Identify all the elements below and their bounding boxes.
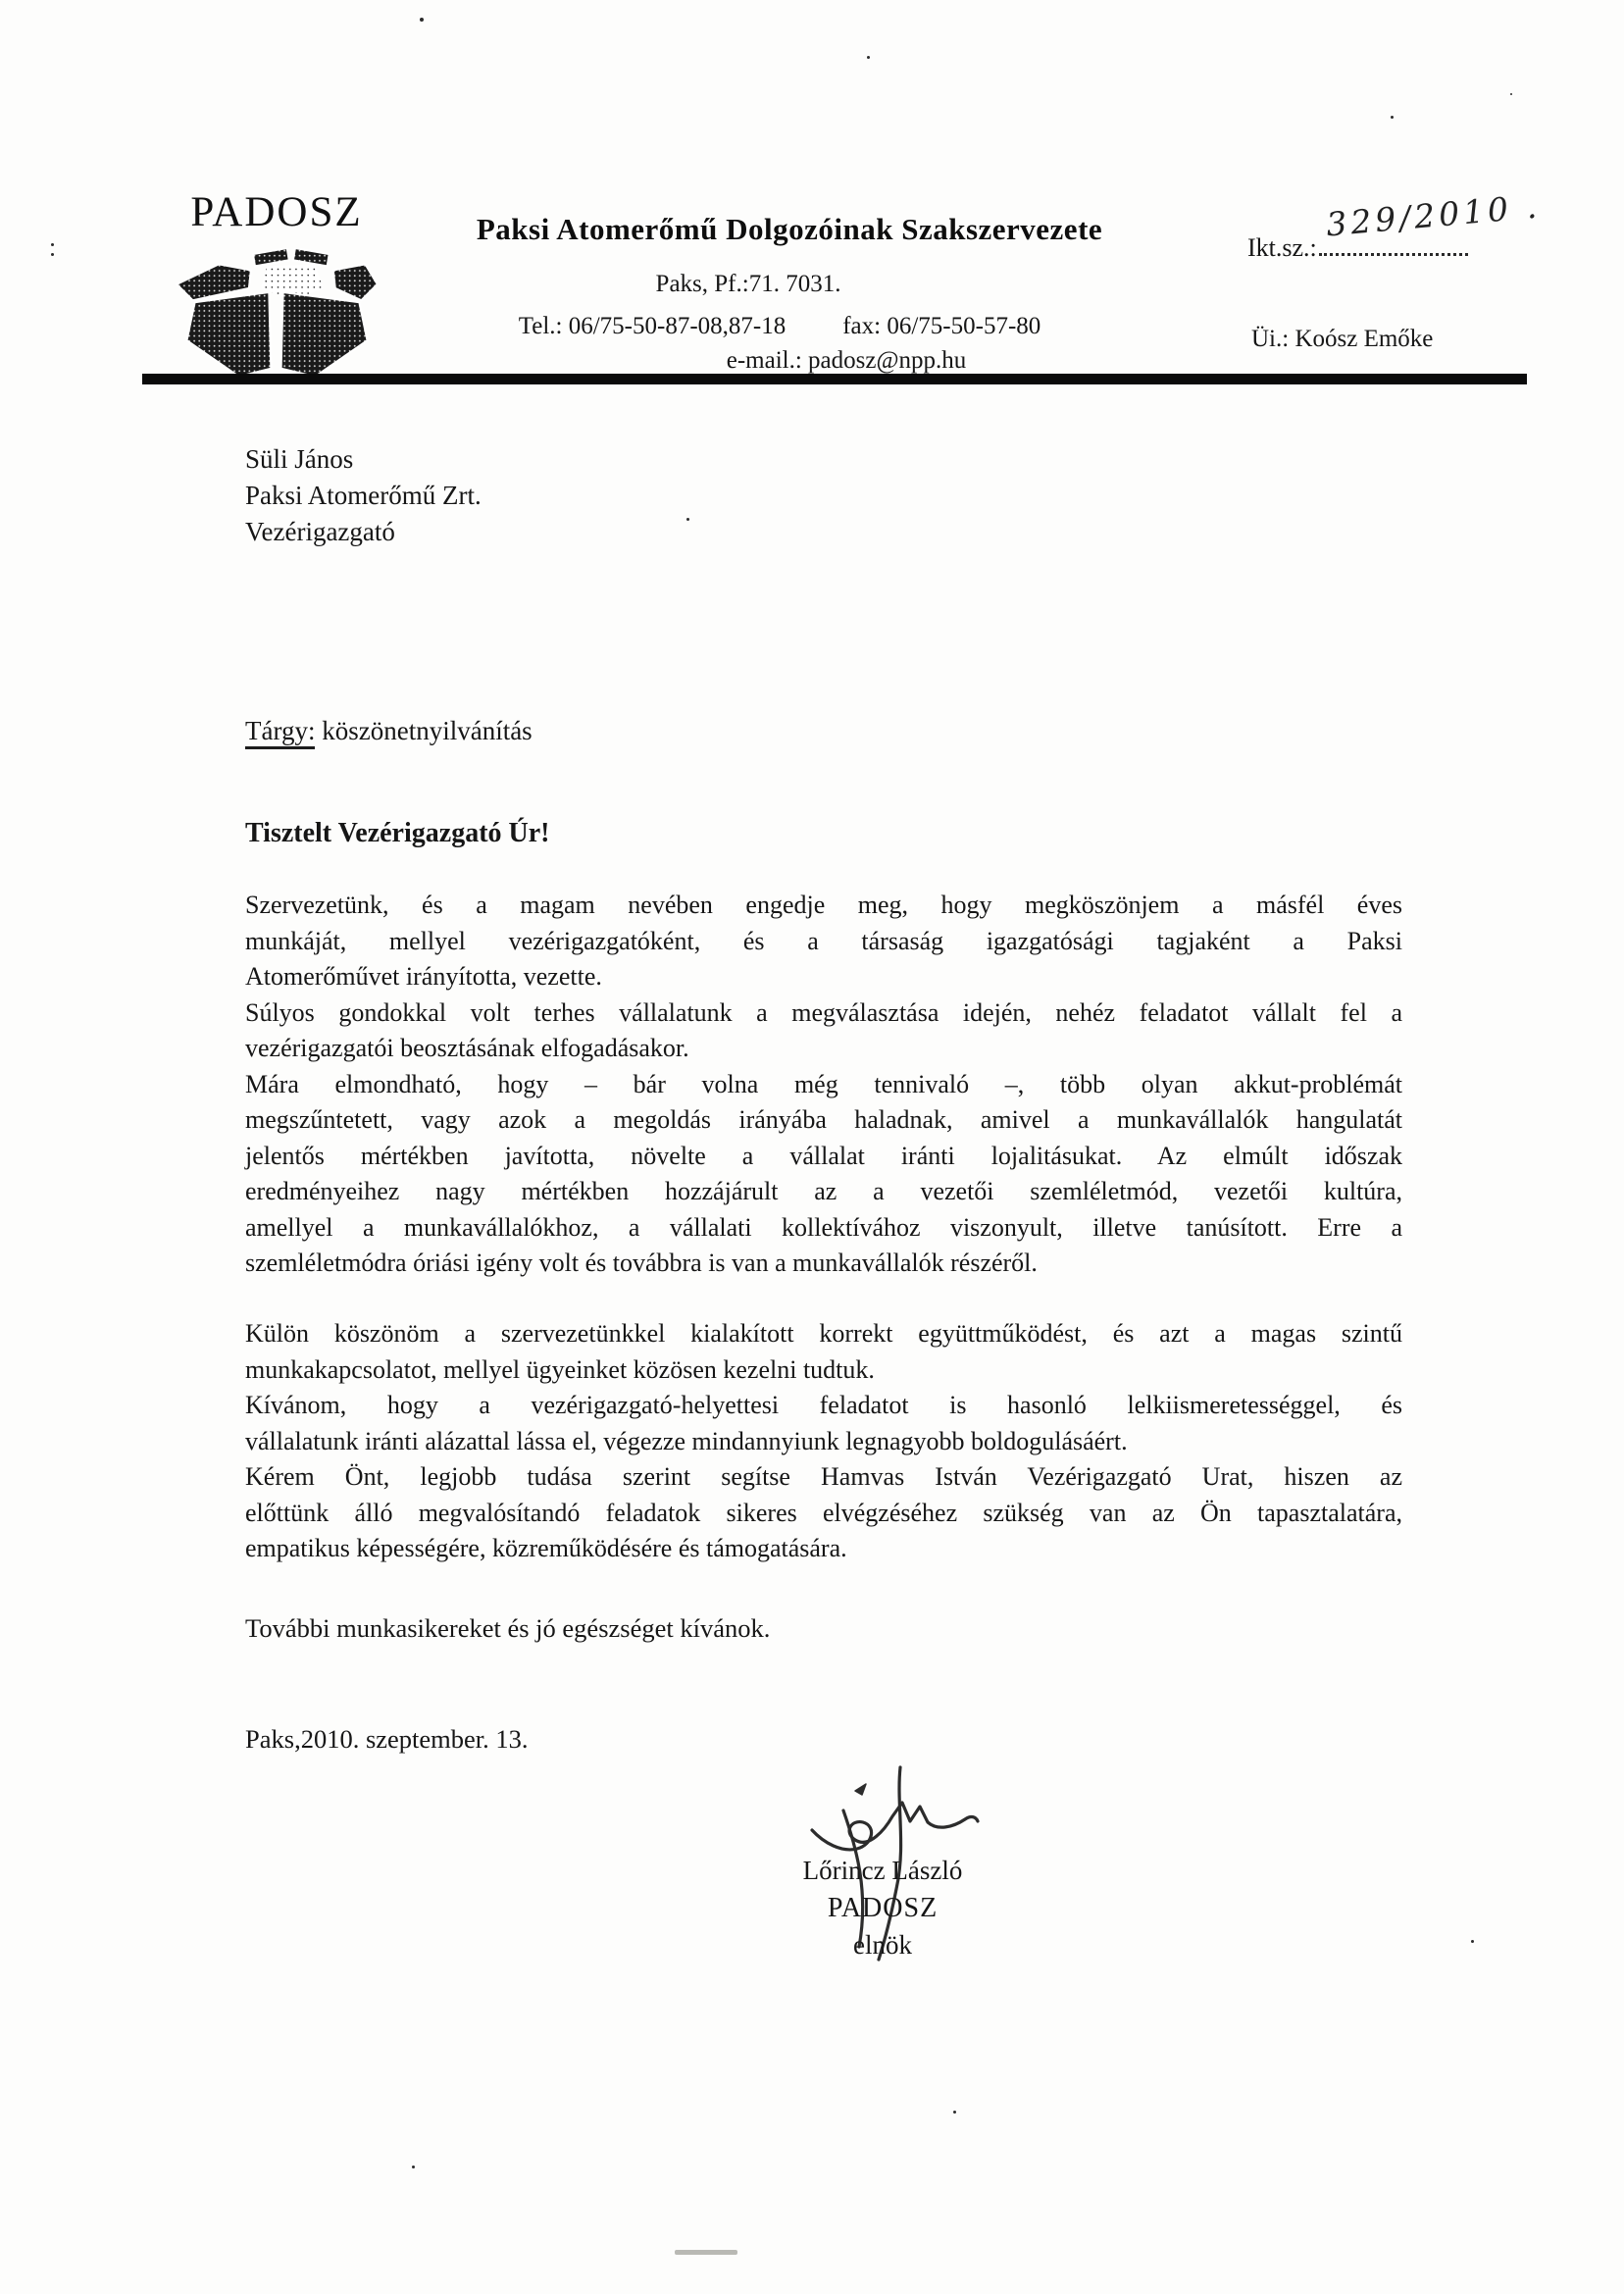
scan-speck — [1510, 93, 1512, 95]
scan-speck — [412, 2166, 415, 2168]
subject-text: köszönetnyilvánítás — [322, 716, 533, 745]
recipient-name: Süli János — [245, 444, 354, 474]
body-line: Külön köszönöm a szervezetünkkel kialakított korrekt együttműködést, és azt a magas szintű — [245, 1319, 1402, 1348]
body-paragraph-2 — [245, 1316, 1402, 1567]
body-line: Kívánom, hogy a vezérigazgató-helyettesi feladatot is hasonló lelkiismeretességgel, és — [245, 1391, 1402, 1419]
org-telfax-line — [422, 313, 1138, 340]
scan-speck — [420, 18, 424, 22]
letterhead-rule — [142, 374, 1527, 384]
reference-number-handwritten: 329/2010 . — [1324, 186, 1543, 244]
signature-block — [677, 1758, 1089, 1961]
body-line: szemléletmódra óriási igény volt és továbbra is van a munkavállalók részéről. — [245, 1249, 1038, 1277]
body-line: Atomerőművet irányította, vezette. — [245, 962, 602, 991]
org-name: Paksi Atomerőmű Dolgozóinak Szakszervezete — [476, 212, 1103, 246]
org-phone: Tel.: 06/75-50-87-08,87-18 — [518, 313, 787, 339]
letterhead-org-block — [431, 212, 1147, 375]
body-line: vezérigazgatói beosztásának elfogadásakor. — [245, 1034, 689, 1062]
recipient-title: Vezérigazgató — [245, 517, 395, 546]
recipient-company: Paksi Atomerőmű Zrt. — [245, 481, 482, 510]
closing-line: További munkasikereket és jó egészséget kívánok. — [245, 1613, 771, 1643]
body-line: amellyel a munkavállalókhoz, a vállalati kollektívához viszonyult, illetve tanúsított. Erre a — [245, 1212, 1402, 1242]
scan-speck — [51, 253, 54, 256]
body-line: empatikus képességére, közreműködésére és támogatására. — [245, 1534, 847, 1562]
signatory-role: elnök — [853, 1930, 912, 1960]
body-line: előttünk álló megvalósítandó feladatok sikeres elvégzéséhez szükség van az Ön tapasztalatára, — [245, 1498, 1402, 1527]
scan-speck — [51, 243, 54, 246]
signatory-organization: PADOSZ — [827, 1893, 939, 1923]
body-line: Kérem Önt, legjobb tudása szerint segítse Hamvas István Vezérigazgató Urat, hiszen az — [245, 1462, 1402, 1491]
body-line: munkáját, mellyel vezérigazgatóként, és a társaság igazgatósági tagjaként a Paksi — [245, 926, 1402, 955]
org-address: Paks, Pf.:71. 7031. — [655, 271, 841, 297]
recipient-block — [245, 441, 482, 550]
scan-speck — [953, 2111, 956, 2114]
body-line: Súlyos gondokkal volt terhes vállalatunk a megválasztása idején, nehéz feladatot vállalt fel a — [245, 997, 1402, 1027]
reference-label: Ikt.sz.: — [1247, 233, 1317, 262]
org-email: e-mail.: padosz@npp.hu — [726, 347, 967, 374]
body-paragraph-1 — [245, 888, 1402, 1282]
body-line: vállalatunk iránti alázattal lássa el, végezze mindannyiunk legnagyobb boldogulásáért. — [245, 1426, 1128, 1455]
scan-speck — [867, 56, 870, 59]
subject-line — [245, 716, 533, 746]
date-line: Paks,2010. szeptember. 13. — [245, 1724, 529, 1754]
signatory-name: Lőrincz László — [802, 1856, 963, 1885]
scan-speck — [686, 518, 689, 521]
logo-text: PADOSZ — [190, 189, 363, 235]
body-line: jelentős mértékben javította, növelte a vállalat iránti lojalitásukat. Az elmúlt időszak — [245, 1141, 1402, 1170]
body-line: Mára elmondható, hogy – bár volna még tennivaló –, több olyan akkut-problémát — [245, 1069, 1402, 1098]
body-line: Szervezetünk, és a magam nevében engedje meg, hogy megköszönjem a másfél éves — [245, 891, 1402, 919]
handler-line: Üi.: Koósz Emőke — [1251, 326, 1434, 352]
scan-smudge — [675, 2250, 737, 2255]
scan-speck — [1391, 116, 1394, 119]
body-line: eredményeihez nagy mértékben hozzájárult az a vezetői szemléletmód, vezetői kultúra, — [245, 1177, 1402, 1205]
subject-label: Tárgy: — [245, 716, 315, 749]
org-fax: fax: 06/75-50-57-80 — [842, 313, 1041, 339]
body-line: megszűntetett, vagy azok a megoldás irányába haladnak, amivel a munkavállalók hangulatát — [245, 1105, 1402, 1134]
body-line: munkakapcsolatot, mellyel ügyeinket közösen kezelni tudtuk. — [245, 1354, 875, 1384]
union-flower-logo-icon — [167, 248, 387, 379]
salutation: Tisztelt Vezérigazgató Úr! — [245, 818, 550, 848]
letterhead-logo-block — [160, 188, 393, 383]
scan-speck — [1471, 1940, 1474, 1943]
